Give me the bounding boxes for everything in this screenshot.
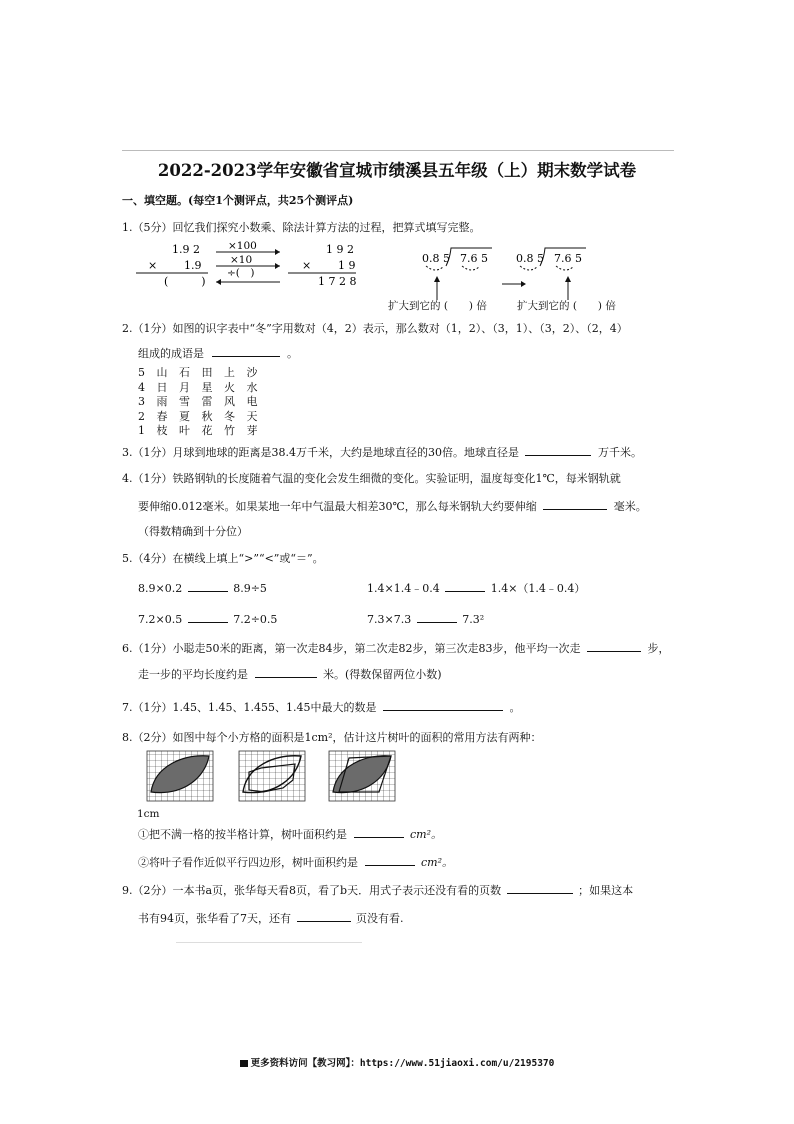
question-2: 2.（1分）如图的识字表中“冬”字用数对（4，2）表示，那么数对（1，2）、（3，1）、（3，2）、（2，4） — [122, 322, 628, 335]
int-factor-1: 1 9 2 — [326, 243, 354, 256]
x10-label: ×10 — [230, 254, 253, 266]
table-row: 2 春 夏 秋 冬 天 — [138, 409, 262, 423]
footer — [0, 1055, 794, 1069]
q6-steps-blank[interactable] — [587, 640, 641, 652]
question-2-line2 — [138, 345, 298, 361]
compare-blank[interactable] — [445, 580, 485, 592]
compare-blank[interactable] — [188, 611, 228, 623]
expand-label-2: 扩大到它的 ( ) 倍 — [517, 300, 616, 312]
q2-prompt: 组成的成语是 — [138, 347, 204, 360]
q3-answer-blank[interactable] — [525, 444, 591, 456]
character-table — [138, 364, 262, 437]
compare-blank[interactable] — [417, 611, 457, 623]
expand-label-1: 扩大到它的 ( ) 倍 — [388, 300, 487, 312]
shift-arc-1 — [426, 266, 444, 270]
right-arrow-head — [521, 281, 526, 287]
shift-arc-4 — [556, 266, 574, 270]
question-5: 5.（4分）在横线上填上“>”“<”或“＝”。 — [122, 552, 324, 565]
table-row: 5 山 石 田 上 沙 — [138, 366, 262, 379]
multiplication-diagram — [130, 237, 370, 293]
q8b-answer-blank[interactable] — [365, 854, 415, 866]
times-sign: × — [148, 259, 158, 272]
q2-end: 。 — [287, 347, 298, 360]
shift-arc-2 — [462, 266, 480, 270]
arrow-div-head — [216, 279, 221, 285]
arrow-x100-head — [275, 249, 280, 255]
q7-answer-blank[interactable] — [383, 699, 503, 711]
int-factor-2: 1 9 — [338, 259, 356, 272]
dividend-1: 7.6 5 — [460, 252, 488, 265]
product-blank: ( ) — [164, 275, 206, 288]
compare-blank[interactable] — [188, 580, 228, 592]
question-4: 4.（1分）铁路钢轨的长度随着气温的变化会发生细微的变化。实验证明，温度每变化1℃，每米钢轨就 — [122, 472, 621, 485]
q6-length-blank[interactable] — [255, 666, 317, 678]
table-row: 3 雨 雪 雷 风 电 — [138, 395, 262, 408]
compare-item: 8.9×0.2 8.9÷5 — [138, 582, 267, 595]
top-rule — [122, 150, 674, 151]
footer-link[interactable]: 更多资料访问【教习网】：https://www.51jiaoxi.com/u/2195370 — [250, 1058, 555, 1069]
up-arrow-2-head — [565, 276, 571, 282]
leaf-figure-2 — [239, 751, 305, 801]
question-6-line2: 走一步的平均长度约是 米。(得数保留两位小数) — [138, 668, 442, 681]
table-row: 1 枝 叶 花 竹 芽 — [138, 424, 262, 437]
section-heading: 一、填空题。(每空1个测评点，共25个测评点) — [122, 194, 354, 207]
question-8b: ②将叶子看作近似平行四边形，树叶面积约是 cm²。 — [138, 856, 454, 869]
question-4-line2: 要伸缩0.012毫米。如果某地一年中气温最大相差30℃，那么每米钢轨大约要伸缩 毫米。 — [138, 500, 647, 513]
question-1: 1.（5分）回忆我们探究小数乘、除法计算方法的过程，把算式填写完整。 — [122, 221, 481, 234]
shift-arc-3 — [520, 266, 538, 270]
q9-expression-blank[interactable] — [507, 882, 573, 894]
arrow-x10-head — [275, 263, 280, 269]
q4-answer-blank[interactable] — [543, 498, 607, 510]
compare-item: 7.2×0.5 7.2÷0.5 — [138, 613, 278, 626]
compare-item: 7.3×7.3 7.3² — [367, 613, 485, 626]
factor-1: 1.9 2 — [172, 243, 200, 256]
page-title: 2022-2023学年安徽省宣城市绩溪县五年级（上）期末数学试卷 — [157, 161, 637, 180]
up-arrow-1-head — [434, 276, 440, 282]
factor-2: 1.9 — [184, 259, 202, 272]
leaf-figure-1 — [147, 751, 213, 801]
flag-icon — [240, 1060, 248, 1067]
question-9-line2: 书有94页，张华看了7天，还有 页没有看. — [138, 912, 404, 925]
leaf-figure-3 — [329, 751, 395, 801]
q8a-answer-blank[interactable] — [354, 826, 404, 838]
divisor-2: 0.8 5 — [516, 252, 544, 265]
question-9: 9.（2分）一本书a页，张华每天看8页，看了b天．用式子表示还没有看的页数 ；如果这本 — [122, 884, 634, 897]
bottom-rule — [176, 942, 362, 943]
question-8: 8.（2分）如图中每个小方格的面积是1cm²，估计这片树叶的面积的常用方法有两种： — [122, 731, 542, 744]
question-3: 3.（1分）月球到地球的距离是38.4万千米，大约是地球直径的30倍。地球直径是 万千米。 — [122, 446, 642, 459]
question-6: 6.（1分）小聪走50米的距离，第一次走84步，第二次走82步，第三次走83步，他平均一次走 步， — [122, 642, 670, 655]
leaf-grid-figures — [143, 748, 398, 806]
unit-label: 1cm — [137, 808, 160, 820]
int-times-sign: × — [302, 259, 312, 272]
q9-pages-blank[interactable] — [297, 910, 351, 922]
div-label: ÷( ) — [227, 267, 255, 279]
question-8a: ①把不满一格的按半格计算，树叶面积约是 cm²。 — [138, 828, 443, 841]
table-row: 4 日 月 星 火 水 — [138, 380, 262, 394]
dividend-2: 7.6 5 — [554, 252, 582, 265]
compare-item: 1.4×1.4﹣0.4 1.4×（1.4﹣0.4） — [367, 582, 586, 595]
question-7: 7.（1分）1.45、1.45、1.455、1.45中最大的数是 。 — [122, 701, 521, 714]
x100-label: ×100 — [228, 240, 257, 252]
int-product: 1 7 2 8 — [318, 275, 357, 288]
divisor-1: 0.8 5 — [422, 252, 450, 265]
q2-answer-blank[interactable] — [212, 345, 280, 357]
question-4-note: （得数精确到十分位） — [138, 525, 248, 538]
